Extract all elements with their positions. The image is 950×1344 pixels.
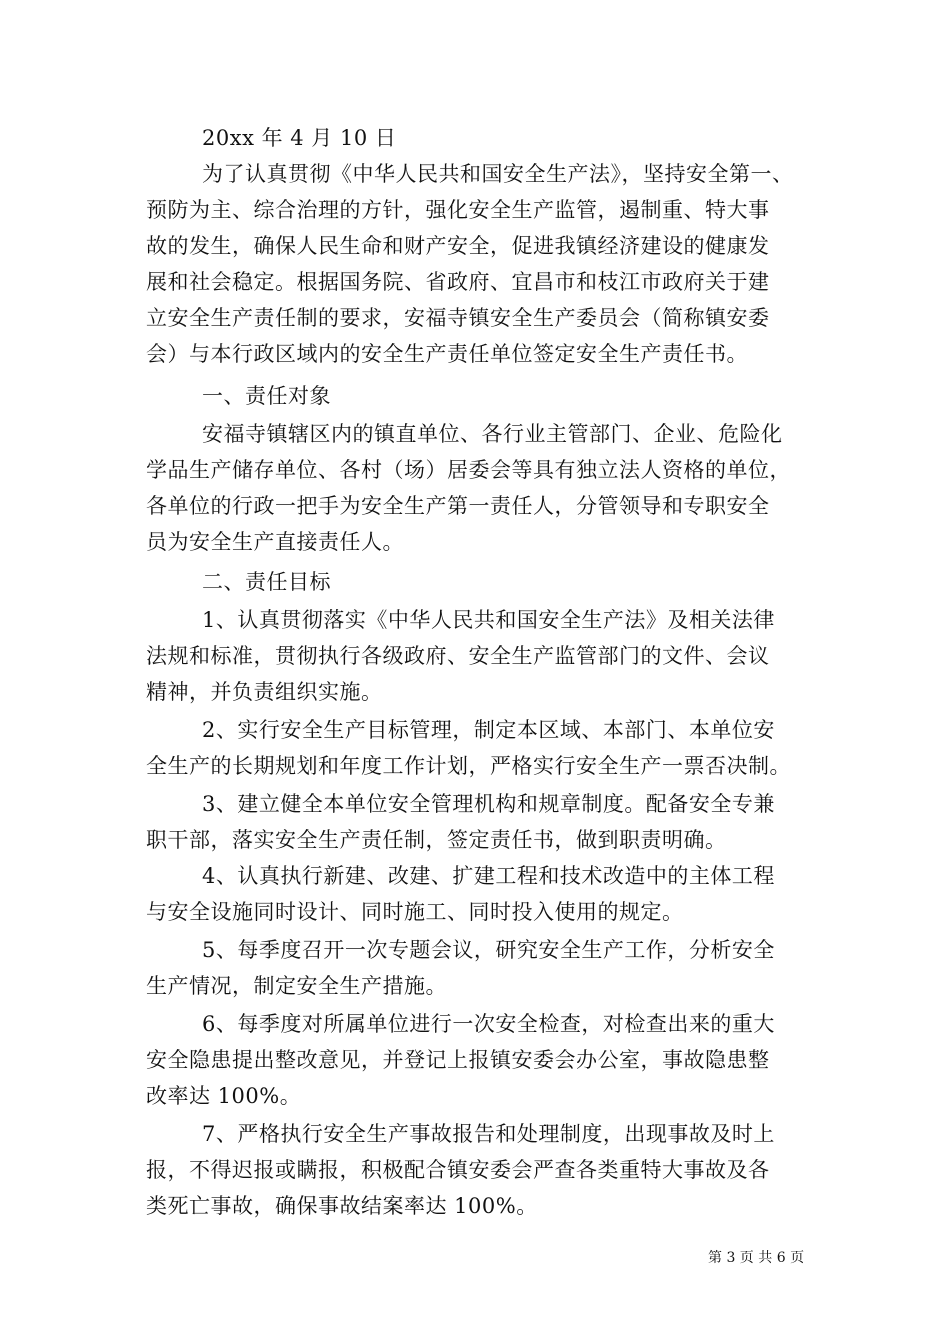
text-line: 改率达 100%。 [146, 1084, 302, 1108]
text-line: 安全隐患提出整改意见，并登记上报镇安委会办公室，事故隐患整 [146, 1048, 770, 1072]
text-line: 安福寺镇辖区内的镇直单位、各行业主管部门、企业、危险化 [202, 422, 783, 446]
text-line: 1、认真贯彻落实《中华人民共和国安全生产法》及相关法律 [202, 608, 775, 632]
text-line: 会）与本行政区域内的安全生产责任单位签定安全生产责任书。 [146, 342, 748, 366]
text-line: 职干部，落实安全生产责任制，签定责任书，做到职责明确。 [146, 828, 727, 852]
text-line: 预防为主、综合治理的方针，强化安全生产监管，遏制重、特大事 [146, 198, 770, 222]
text-line: 各单位的行政一把手为安全生产第一责任人，分管领导和专职安全 [146, 494, 770, 518]
text-line: 4、认真执行新建、改建、扩建工程和技术改造中的主体工程 [202, 864, 775, 888]
text-line: 7、严格执行安全生产事故报告和处理制度，出现事故及时上 [202, 1122, 775, 1146]
text-line: 3、建立健全本单位安全管理机构和规章制度。配备安全专兼 [202, 792, 775, 816]
section-heading: 一、责任对象 [202, 384, 331, 408]
text-line: 报，不得迟报或瞒报，积极配合镇安委会严查各类重特大事故及各 [146, 1158, 770, 1182]
text-line: 生产情况，制定安全生产措施。 [146, 974, 447, 998]
text-line: 5、每季度召开一次专题会议，研究安全生产工作，分析安全 [202, 938, 775, 962]
text-line: 全生产的长期规划和年度工作计划，严格实行安全生产一票否决制。 [146, 754, 791, 778]
text-line: 法规和标准，贯彻执行各级政府、安全生产监管部门的文件、会议 [146, 644, 770, 668]
text-line: 6、每季度对所属单位进行一次安全检查，对检查出来的重大 [202, 1012, 775, 1036]
text-line: 展和社会稳定。根据国务院、省政府、宜昌市和枝江市政府关于建 [146, 270, 770, 294]
text-line: 故的发生，确保人民生命和财产安全，促进我镇经济建设的健康发 [146, 234, 770, 258]
text-line: 精神，并负责组织实施。 [146, 680, 383, 704]
text-line: 与安全设施同时设计、同时施工、同时投入使用的规定。 [146, 900, 684, 924]
text-line: 立安全生产责任制的要求，安福寺镇安全生产委员会（简称镇安委 [146, 306, 770, 330]
text-line: 员为安全生产直接责任人。 [146, 530, 404, 554]
section-heading: 二、责任目标 [202, 570, 331, 594]
text-line: 2、实行安全生产目标管理，制定本区域、本部门、本单位安 [202, 718, 775, 742]
document-date: 20xx 年 4 月 10 日 [202, 126, 397, 150]
text-line: 学品生产储存单位、各村（场）居委会等具有独立法人资格的单位， [146, 458, 791, 482]
page-number-footer: 第 3 页 共 6 页 [708, 1250, 805, 1266]
text-line: 类死亡事故，确保事故结案率达 100%。 [146, 1194, 538, 1218]
text-line: 为了认真贯彻《中华人民共和国安全生产法》，坚持安全第一、 [202, 162, 794, 186]
